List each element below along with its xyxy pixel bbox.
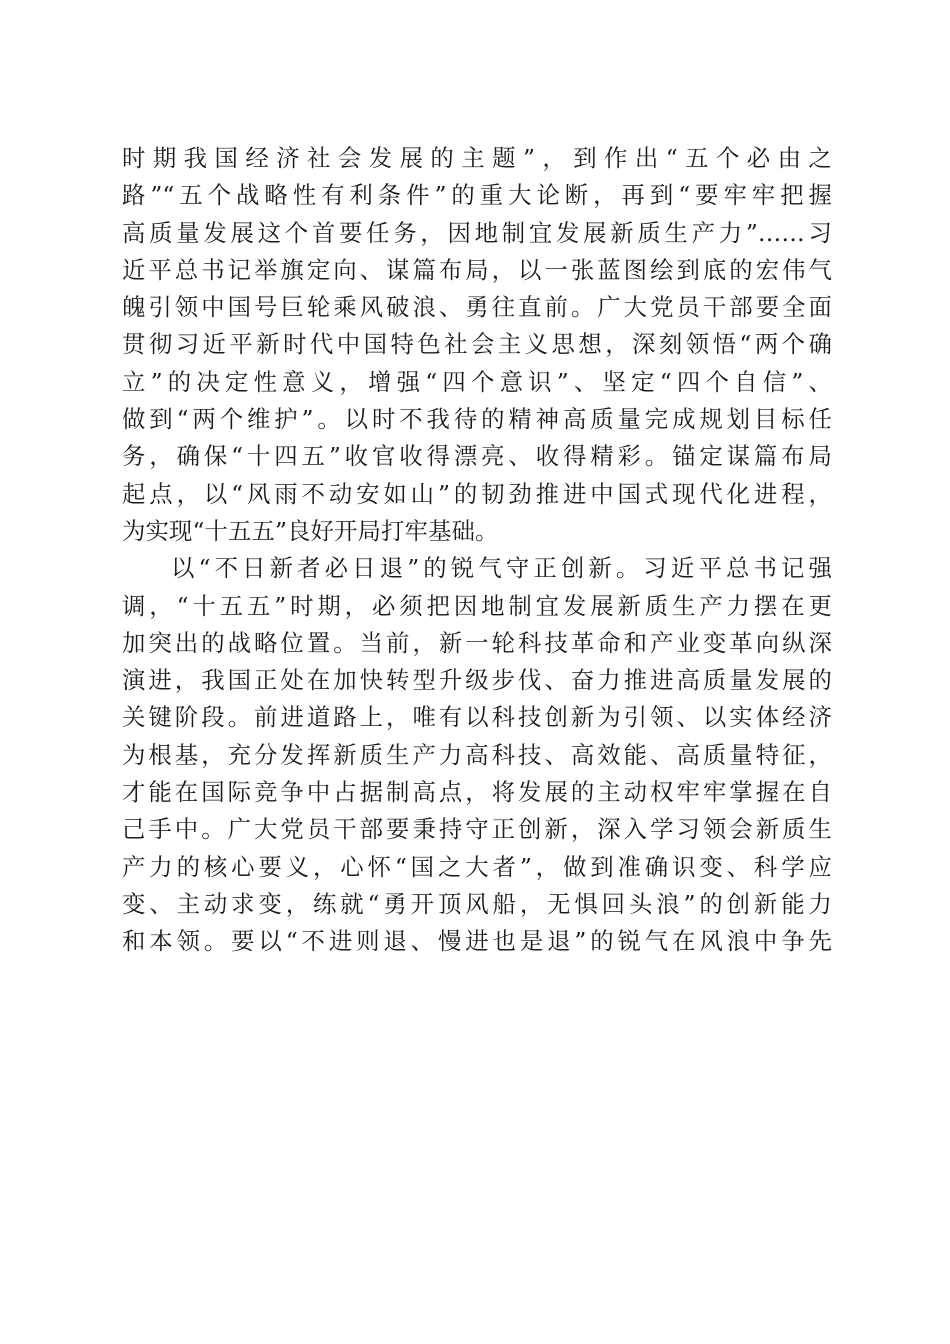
text-line: 和本领。要以“不进则退、慢进也是退”的锐气在风浪中争先 [122, 927, 832, 956]
text-line: 关键阶段。前进道路上，唯有以科技创新为引领、以实体经济 [122, 703, 832, 732]
text-line: 路”“五个战略性有利条件”的重大论断，再到“要牢牢把握 [122, 181, 832, 210]
text-line: 以“不日新者必日退”的锐气守正创新。习近平总书记强 [171, 554, 832, 583]
text-line: 变、主动求变，练就“勇开顶风船，无惧回头浪”的创新能力 [122, 889, 832, 918]
text-line: 贯彻习近平新时代中国特色社会主义思想，深刻领悟“两个确 [122, 330, 832, 359]
text-line: 为根基，充分发挥新质生产力高科技、高效能、高质量特征， [122, 740, 832, 769]
text-line: 演进，我国正处在加快转型升级步伐、奋力推进高质量发展的 [122, 666, 832, 695]
text-line: 务，确保“十四五”收官收得漂亮、收得精彩。锚定谋篇布局 [122, 442, 832, 471]
text-line: 魄引领中国号巨轮乘风破浪、勇往直前。广大党员干部要全面 [122, 293, 832, 322]
text-line: 为实现“十五五”良好开局打牢基础。 [122, 516, 499, 545]
paragraph-1 [122, 140, 832, 550]
text-line: 调，“十五五”时期，必须把因地制宜发展新质生产力摆在更 [122, 591, 832, 620]
text-line: 近平总书记举旗定向、谋篇布局，以一张蓝图绘到底的宏伟气 [122, 255, 832, 284]
text-line: 立”的决定性意义，增强“四个意识”、坚定“四个自信”、 [122, 367, 832, 396]
text-line: 己手中。广大党员干部要秉持守正创新，深入学习领会新质生 [122, 815, 832, 844]
text-line: 产力的核心要义，心怀“国之大者”，做到准确识变、科学应 [122, 852, 832, 881]
paragraph-2 [122, 550, 832, 960]
text-line: 做到“两个维护”。以时不我待的精神高质量完成规划目标任 [122, 405, 832, 434]
text-line: 才能在国际竞争中占据制高点，将发展的主动权牢牢掌握在自 [122, 778, 832, 807]
text-line: 起点，以“风雨不动安如山”的韧劲推进中国式现代化进程， [122, 479, 832, 508]
text-line: 时期我国经济社会发展的主题”，到作出“五个必由之 [122, 144, 832, 172]
text-line: 高质量发展这个首要任务，因地制宜发展新质生产力”……习 [122, 218, 832, 247]
text-line: 加突出的战略位置。当前，新一轮科技革命和产业变革向纵深 [122, 628, 832, 657]
document-body [122, 140, 832, 961]
